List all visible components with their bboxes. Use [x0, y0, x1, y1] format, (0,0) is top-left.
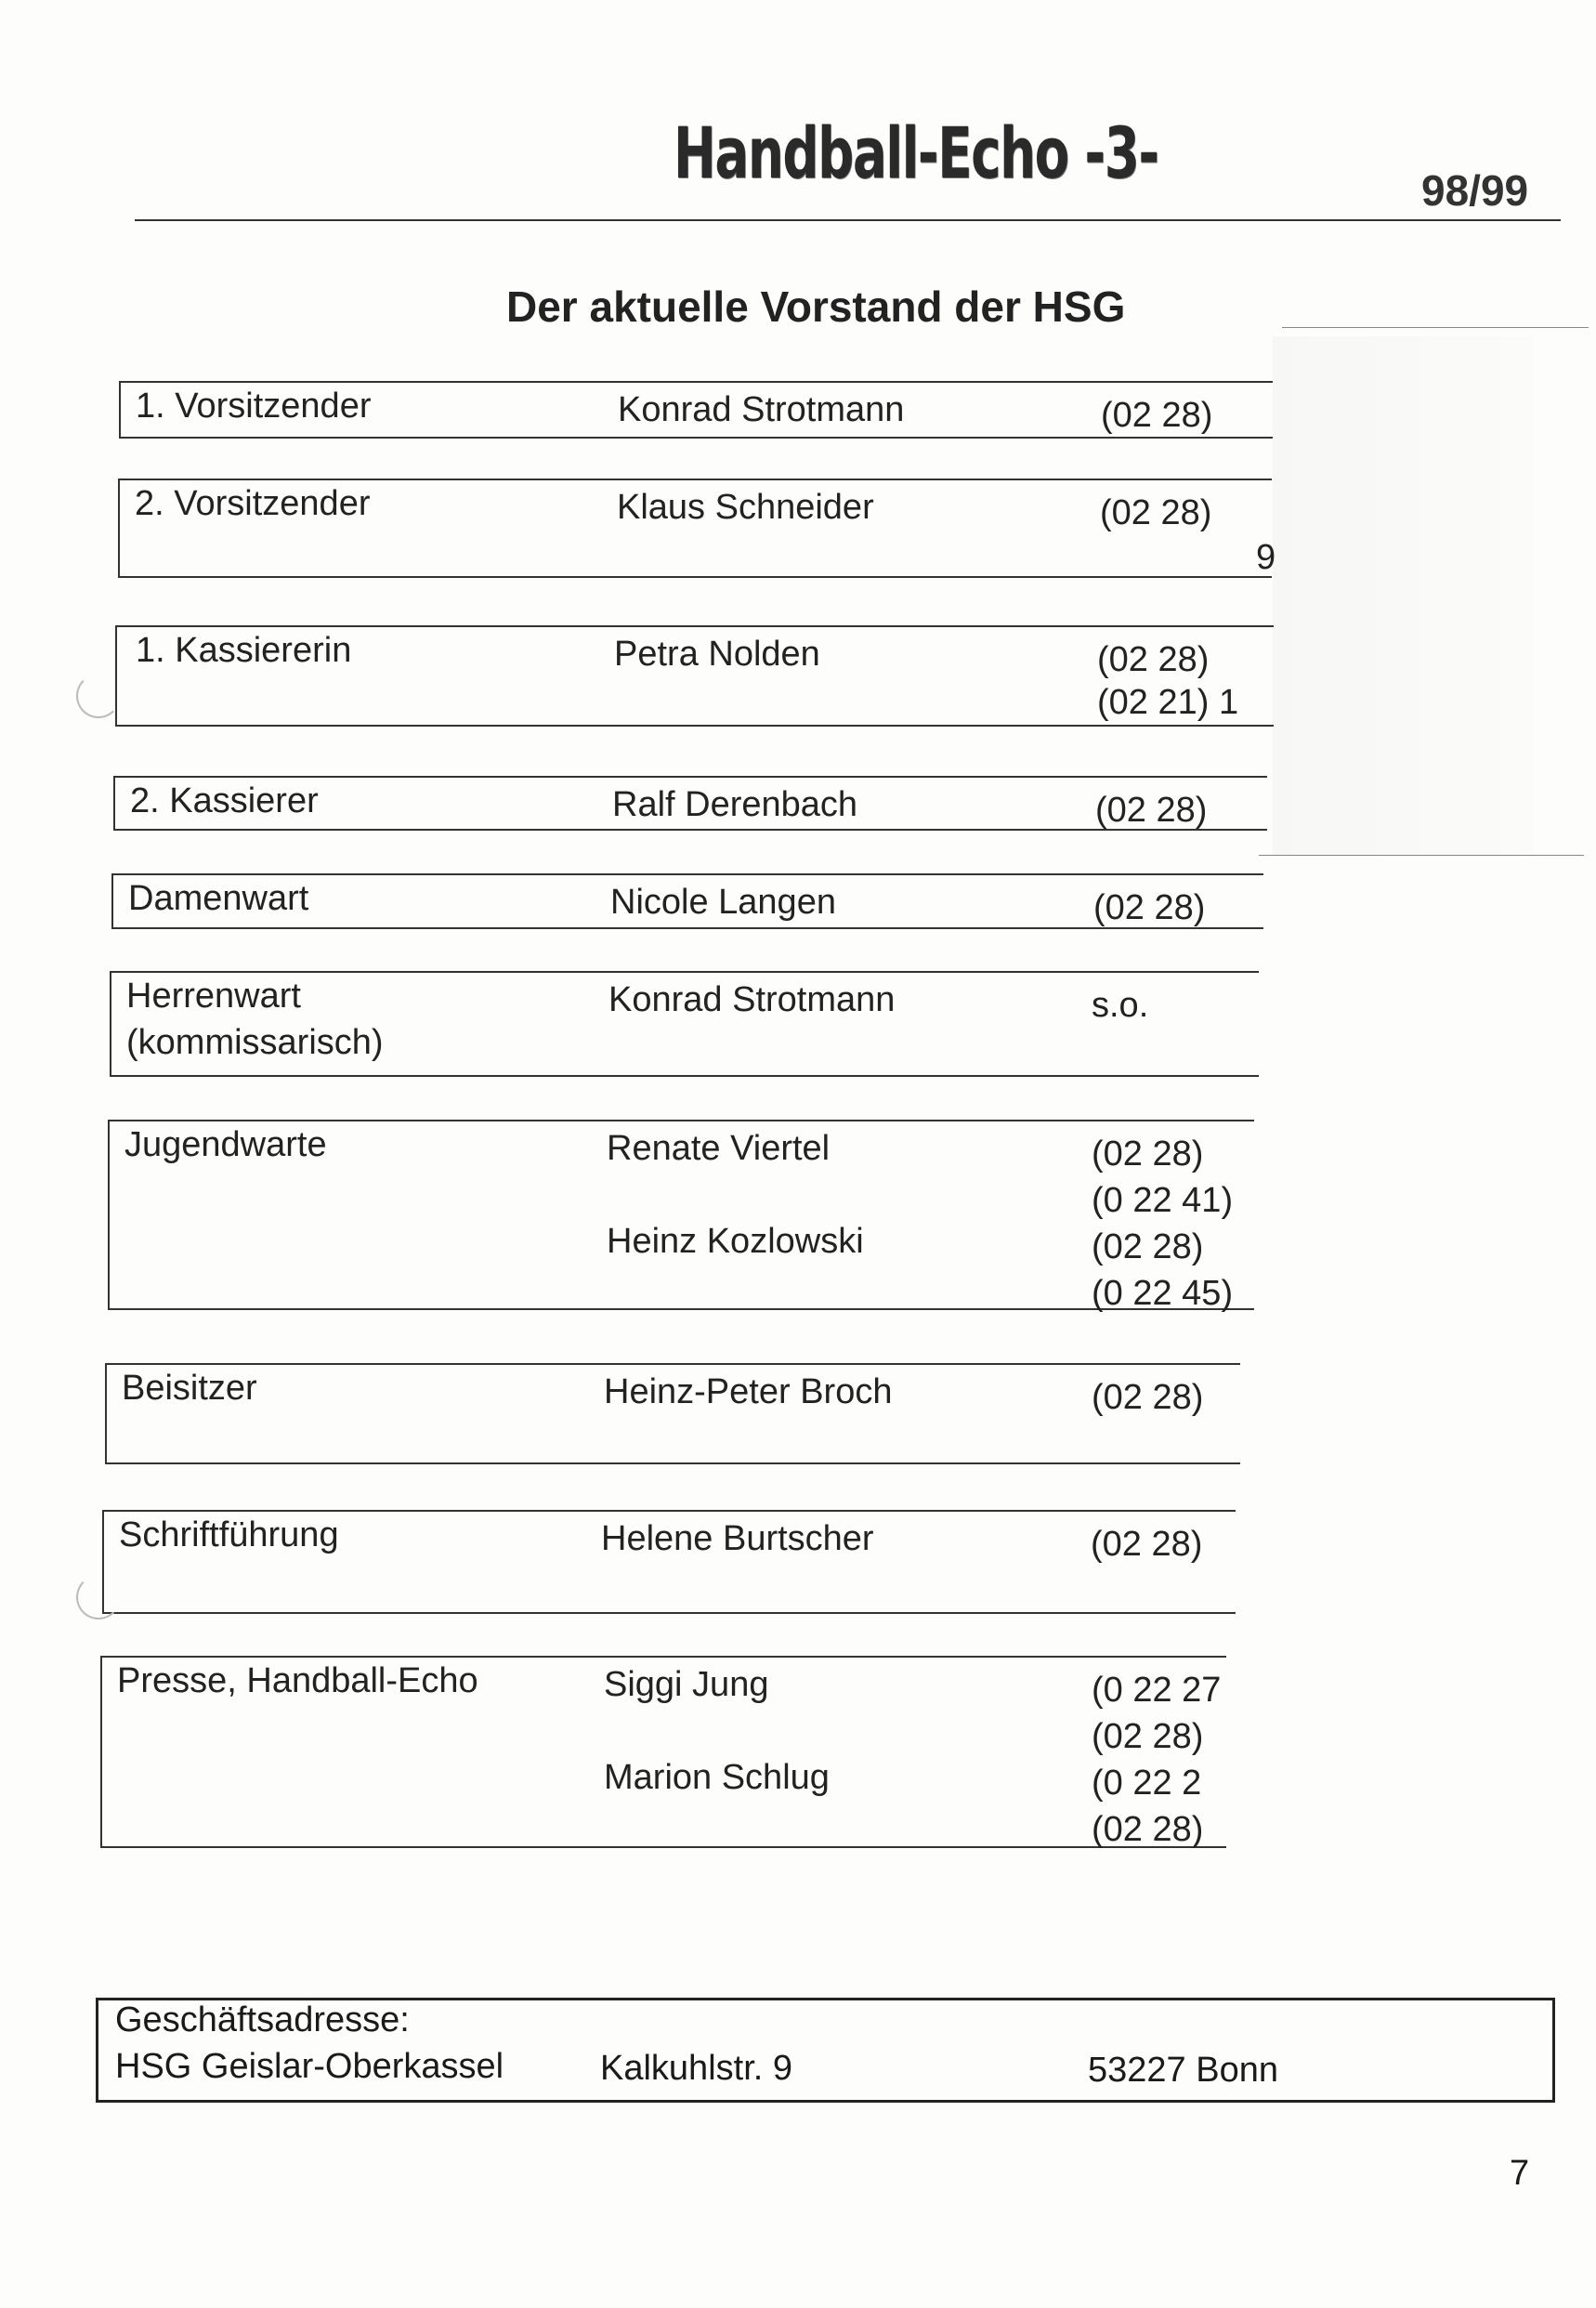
entry-phone: (0 22 27: [1092, 1671, 1222, 1710]
entry-role: 2. Kassierer: [130, 781, 319, 820]
entry-role: Herrenwart: [126, 977, 301, 1016]
entry-box: [113, 776, 1267, 831]
entry-phone: (02 28): [1092, 1134, 1204, 1174]
address-label: Geschäftsadresse:: [115, 2000, 410, 2039]
entry-phone: (02 28): [1093, 888, 1206, 927]
right-rule: [1259, 855, 1584, 856]
entry-phone: (02 28): [1092, 1227, 1204, 1266]
entry-phone: (02 21) 1: [1097, 683, 1239, 722]
entry-name: Marion Schlug: [604, 1758, 830, 1797]
entry-box: [119, 381, 1273, 439]
entry-phone: (02 28): [1097, 640, 1210, 679]
page-title: Der aktuelle Vorstand der HSG: [506, 282, 1126, 331]
entry-role: Schriftführung: [119, 1515, 339, 1554]
cropped-margin: [1273, 336, 1533, 857]
entry-phone: (0 22 41): [1092, 1181, 1234, 1220]
entry-role: Damenwart: [128, 879, 309, 918]
entry-phone: (02 28): [1092, 1810, 1204, 1849]
entry-phone: 9: [1256, 538, 1276, 577]
entry-phone: (02 28): [1092, 1717, 1204, 1756]
entry-role: Presse, Handball-Echo: [117, 1661, 478, 1700]
entry-name: Heinz-Peter Broch: [604, 1372, 893, 1411]
entry-box: [108, 1120, 1254, 1313]
entry-name: Helene Burtscher: [601, 1519, 874, 1558]
entry-name: Klaus Schneider: [617, 488, 874, 527]
entry-phone: (02 28): [1101, 396, 1213, 435]
address-street: Kalkuhlstr. 9: [600, 2049, 792, 2088]
address-organization: HSG Geislar-Oberkassel: [115, 2047, 504, 2086]
entry-role: Jugendwarte: [124, 1125, 327, 1164]
entry-box: [105, 1363, 1240, 1464]
entry-box: [100, 1656, 1226, 1848]
punch-hole-mark: [76, 674, 121, 718]
entry-name: Petra Nolden: [614, 635, 820, 674]
season-label: 98/99: [1421, 166, 1529, 215]
entry-phone: (02 28): [1092, 1378, 1204, 1417]
entry-role: 2. Vorsitzender: [135, 484, 371, 523]
entry-name: Nicole Langen: [610, 883, 836, 922]
entry-name: Konrad Strotmann: [618, 390, 905, 429]
entry-role-note: (kommissarisch): [126, 1023, 384, 1062]
entry-role: Beisitzer: [122, 1369, 257, 1408]
masthead-logo: Handball-Echo -3-: [674, 111, 1158, 194]
entry-box: [102, 1510, 1236, 1614]
entry-phone: s.o.: [1092, 986, 1149, 1025]
entry-phone: (02 28): [1091, 1525, 1203, 1564]
title-rule: [1282, 327, 1589, 328]
business-address-box: [96, 1998, 1555, 2103]
entry-box: [118, 479, 1276, 578]
entry-role: 1. Vorsitzender: [136, 387, 372, 426]
entry-role: 1. Kassiererin: [136, 631, 352, 670]
entry-box: [115, 625, 1274, 727]
header-rule: [135, 219, 1561, 221]
entry-name: Ralf Derenbach: [612, 785, 858, 824]
page-number: 7: [1510, 2154, 1530, 2193]
entry-box: [111, 873, 1263, 929]
entry-name: Siggi Jung: [604, 1665, 769, 1704]
entry-phone: (02 28): [1100, 493, 1212, 532]
entry-name: Heinz Kozlowski: [607, 1222, 864, 1261]
address-city: 53227 Bonn: [1088, 2051, 1278, 2090]
entry-phone: (0 22 45): [1092, 1274, 1234, 1313]
entry-phone: (02 28): [1095, 791, 1208, 830]
punch-hole-mark: [76, 1575, 121, 1620]
entry-name: Konrad Strotmann: [608, 980, 896, 1019]
entry-phone: (0 22 2: [1092, 1764, 1202, 1803]
entry-name: Renate Viertel: [607, 1129, 831, 1168]
entry-box: [110, 971, 1259, 1077]
